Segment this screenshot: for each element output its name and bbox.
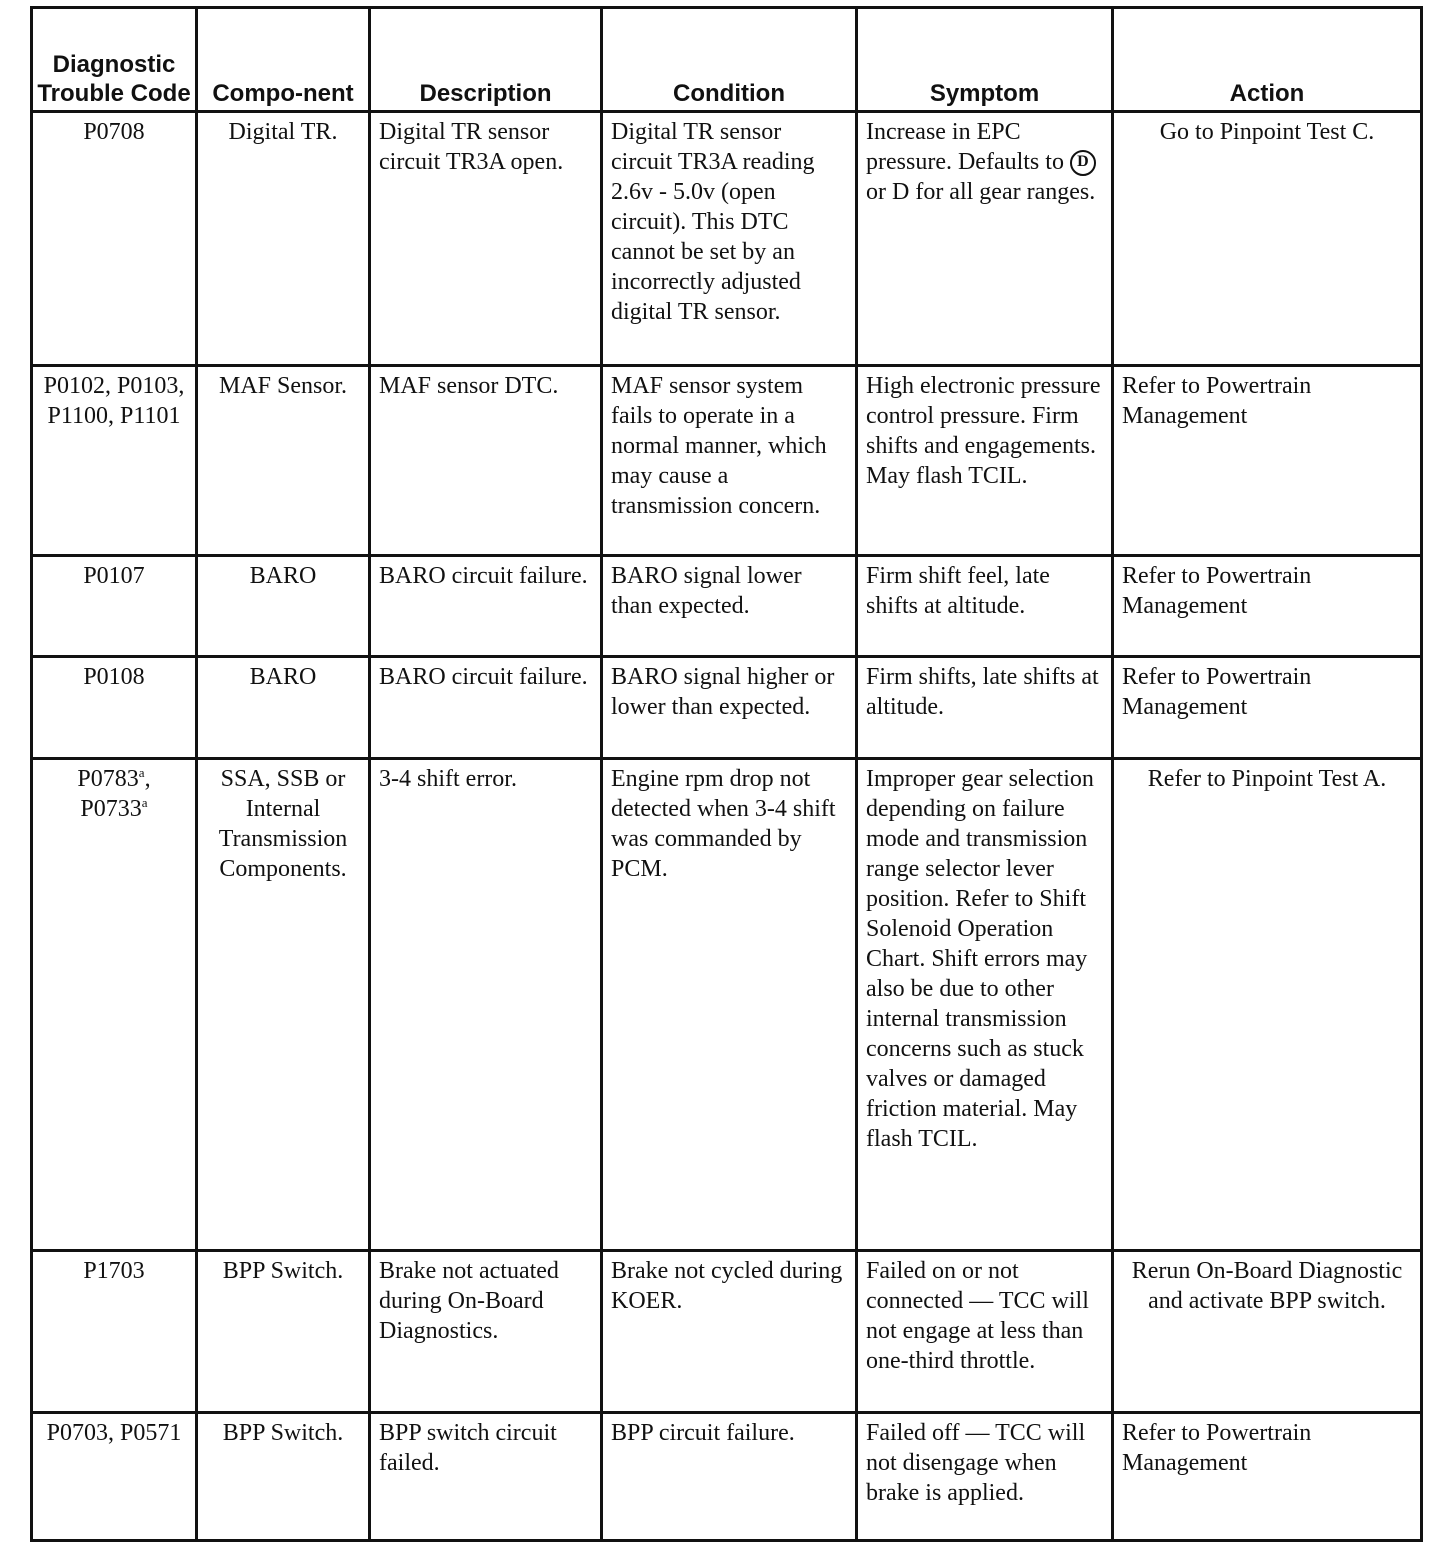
description-cell: BARO circuit failure. <box>370 657 602 759</box>
symptom-cell: Failed off — TCC will not disengage when brake is applied. <box>857 1413 1113 1541</box>
symptom-cell: Firm shift feel, late shifts at altitude. <box>857 556 1113 657</box>
condition-cell: MAF sensor system fails to operate in a normal manner, which may cause a transmission concern. <box>602 366 857 556</box>
condition-cell: BPP circuit failure. <box>602 1413 857 1541</box>
component-cell: Digital TR. <box>197 112 370 366</box>
description-cell: Digital TR sensor circuit TR3A open. <box>370 112 602 366</box>
condition-cell: Digital TR sensor circuit TR3A reading 2.6v - 5.0v (open circuit). This DTC cannot be set by an incorrectly adjusted digital TR sensor. <box>602 112 857 366</box>
component-cell: SSA, SSB or Internal Transmission Components. <box>197 759 370 1251</box>
condition-cell: Engine rpm drop not detected when 3-4 shift was commanded by PCM. <box>602 759 857 1251</box>
action-cell <box>1113 556 1422 657</box>
condition-cell: BARO signal lower than expected. <box>602 556 857 657</box>
description-cell: 3-4 shift error. <box>370 759 602 1251</box>
table-row <box>32 1413 1422 1541</box>
header-description: Description <box>370 8 602 112</box>
symptom-cell: High electronic pressure control pressure. Firm shifts and engagements. May flash TCIL. <box>857 366 1113 556</box>
condition-cell: Brake not cycled during KOER. <box>602 1251 857 1413</box>
drive-symbol-icon: D <box>1070 150 1096 176</box>
component-cell: BARO <box>197 657 370 759</box>
action-line2: Management <box>1122 403 1248 429</box>
action-line2: Management <box>1122 593 1248 619</box>
table-row <box>32 759 1422 1251</box>
component-cell: BPP Switch. <box>197 1413 370 1541</box>
dtc-code-cell: P0107 <box>32 556 197 657</box>
symptom-cell <box>857 112 1113 366</box>
header-symptom: Symptom <box>857 8 1113 112</box>
action-cell: Rerun On-Board Diagnostic and activate BPP switch. <box>1113 1251 1422 1413</box>
action-line1: Refer to Powertrain <box>1122 664 1312 690</box>
dtc-code-cell: P0783$^a$, P0733$^a$ <box>32 759 197 1251</box>
action-cell <box>1113 657 1422 759</box>
action-cell: Refer to Pinpoint Test A. <box>1113 759 1422 1251</box>
footnote-marker: a <box>141 795 148 810</box>
dtc-code-a: P0783 <box>77 766 139 792</box>
symptom-cell: Improper gear selection depending on failure mode and transmission range selector lever position. Refer to Shift Solenoid Operation Chart. Shift errors may also be due to other internal transmission concerns such as stuck valves or damaged friction material. May flash TCIL. <box>857 759 1113 1251</box>
table-row <box>32 657 1422 759</box>
condition-cell: BARO signal higher or lower than expected. <box>602 657 857 759</box>
symptom-cell: Firm shifts, late shifts at altitude. <box>857 657 1113 759</box>
table-row <box>32 1251 1422 1413</box>
dtc-table <box>30 6 1423 1542</box>
action-cell <box>1113 366 1422 556</box>
description-cell: Brake not actuated during On-Board Diagnostics. <box>370 1251 602 1413</box>
dtc-code-cell: P0703, P0571 <box>32 1413 197 1541</box>
table-row <box>32 366 1422 556</box>
description-cell: BPP switch circuit failed. <box>370 1413 602 1541</box>
action-line1: Refer to Powertrain <box>1122 563 1312 589</box>
action-cell <box>1113 1413 1422 1541</box>
header-action: Action <box>1113 8 1422 112</box>
description-cell: MAF sensor DTC. <box>370 366 602 556</box>
action-line1: Refer to Powertrain <box>1122 373 1312 399</box>
component-cell: BPP Switch. <box>197 1251 370 1413</box>
dtc-code-cell: P1703 <box>32 1251 197 1413</box>
component-cell: MAF Sensor. <box>197 366 370 556</box>
dtc-code-cell: P0108 <box>32 657 197 759</box>
header-row <box>32 8 1422 112</box>
header-condition: Condition <box>602 8 857 112</box>
symptom-text-tail: or D for all gear ranges. <box>866 179 1096 205</box>
symptom-cell: Failed on or not connected — TCC will not engage at less than one-third throttle. <box>857 1251 1113 1413</box>
header-component: Compo-nent <box>197 8 370 112</box>
header-code: Diagnostic Trouble Code <box>32 8 197 112</box>
symptom-text: Increase in EPC pressure. Defaults to <box>866 119 1064 175</box>
action-cell: Go to Pinpoint Test C. <box>1113 112 1422 366</box>
table-row <box>32 112 1422 366</box>
dtc-code-cell: P0708 <box>32 112 197 366</box>
action-line2: Management <box>1122 1450 1248 1476</box>
component-cell: BARO <box>197 556 370 657</box>
dtc-code-cell: P0102, P0103, P1100, P1101 <box>32 366 197 556</box>
action-line2: Management <box>1122 694 1248 720</box>
footnote-marker: a <box>138 765 145 780</box>
description-cell: BARO circuit failure. <box>370 556 602 657</box>
table-row <box>32 556 1422 657</box>
dtc-code-b: P0733 <box>80 796 142 822</box>
action-line1: Refer to Powertrain <box>1122 1420 1312 1446</box>
